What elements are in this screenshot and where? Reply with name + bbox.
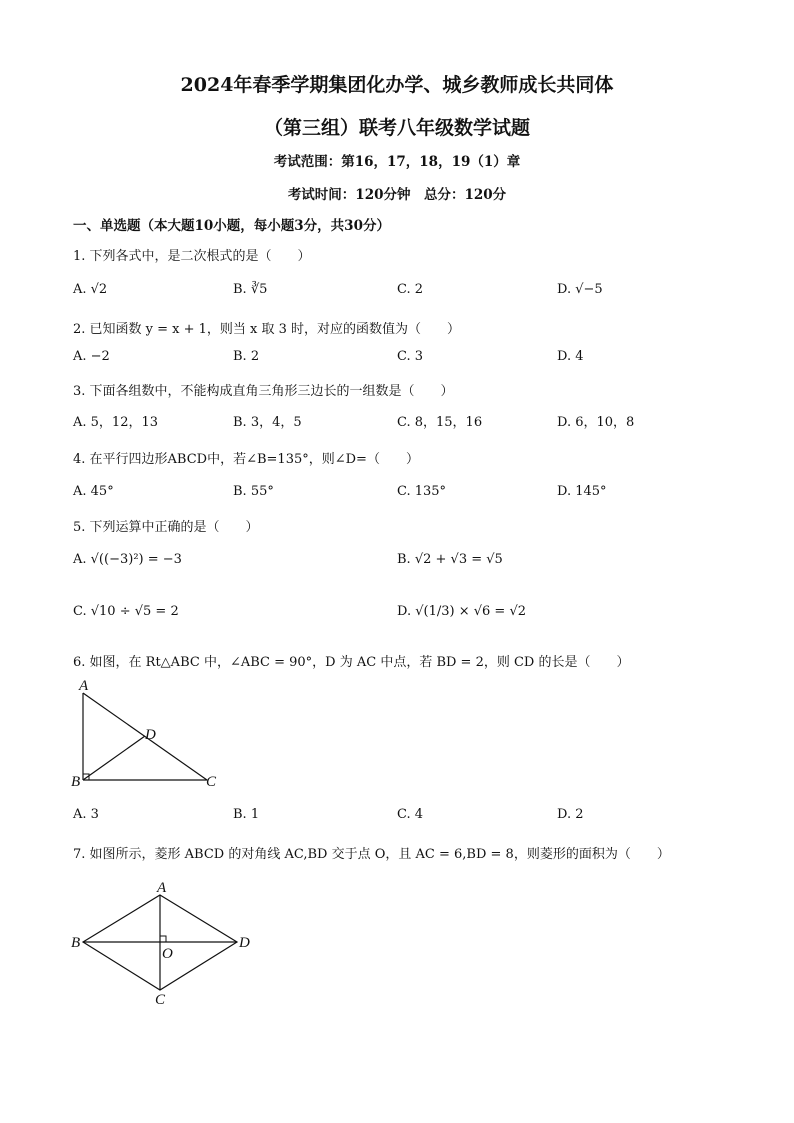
q4-option-c: C. 135° [397,484,447,499]
segment-bd [83,736,145,780]
q3-option-c: C. 8，15，16 [397,415,483,430]
exam-title-line2: （第三组）联考八年级数学试题 [263,117,530,139]
q1-option-a: A. √2 [73,282,108,297]
q3-option-a: A. 5，12，13 [73,415,159,430]
q2-option-c: C. 3 [397,349,424,364]
section-heading: 一、单选题（本大题10小题，每小题3分，共30分） [73,218,390,234]
q5-option-a: A. √((−3)²) = −3 [73,552,182,567]
q4-option-a: A. 45° [73,484,114,499]
q1-option-c: C. 2 [397,282,424,297]
q3-option-b: B. 3，4，5 [233,415,302,430]
exam-time: 考试时间：120分钟 总分：120分 [287,187,507,203]
q3-option-d: D. 6，10，8 [557,415,635,430]
label-a: A [157,880,167,896]
q1-option-d: D. √−5 [557,282,603,297]
label-c: C [155,992,166,1008]
q6-option-d: D. 2 [557,807,584,822]
label-a: A [79,678,89,694]
label-o: O [162,946,173,962]
label-b: B [71,774,81,790]
figure-right-triangle [65,678,235,793]
label-d: D [239,935,250,951]
right-angle-mark [160,936,166,942]
figure-rhombus [65,878,265,1008]
q6-stem: 6. 如图，在 Rt△ABC 中，∠ABC = 90°，D 为 AC 中点，若 BD = 2，则 CD 的长是（ ） [73,655,630,670]
q2-option-d: D. 4 [557,349,584,364]
q4-stem: 4. 在平行四边形ABCD中，若∠B=135°，则∠D=（ ） [73,452,419,467]
q2-stem: 2. 已知函数 y = x + 1，则当 x 取 3 时，对应的函数值为（ ） [73,322,461,337]
q5-stem: 5. 下列运算中正确的是（ ） [73,520,259,535]
label-b: B [71,935,81,951]
q5-option-d: D. √(1/3) × √6 = √2 [397,604,526,619]
q5-option-c: C. √10 ÷ √5 = 2 [73,604,179,619]
q7-stem: 7. 如图所示，菱形 ABCD 的对角线 AC,BD 交于点 O，且 AC = 6,BD = 8，则菱形的面积为（ ） [73,847,670,862]
exam-title-line1: 2024年春季学期集团化办学、城乡教师成长共同体 [180,74,614,96]
q2-option-a: A. −2 [73,349,110,364]
exam-scope: 考试范围：第16，17，18，19（1）章 [273,154,521,170]
label-c: C [206,774,217,790]
q6-option-a: A. 3 [73,807,99,822]
q2-option-b: B. 2 [233,349,260,364]
label-d: D [145,727,156,743]
q6-option-c: C. 4 [397,807,424,822]
q6-option-b: B. 1 [233,807,260,822]
q5-option-b: B. √2 + √3 = √5 [397,552,503,567]
q3-stem: 3. 下面各组数中，不能构成直角三角形三边长的一组数是（ ） [73,384,454,399]
q1-option-b: B. ∛5 [233,282,268,297]
q4-option-d: D. 145° [557,484,607,499]
q1-stem: 1. 下列各式中，是二次根式的是（ ） [73,249,311,264]
q4-option-b: B. 55° [233,484,274,499]
